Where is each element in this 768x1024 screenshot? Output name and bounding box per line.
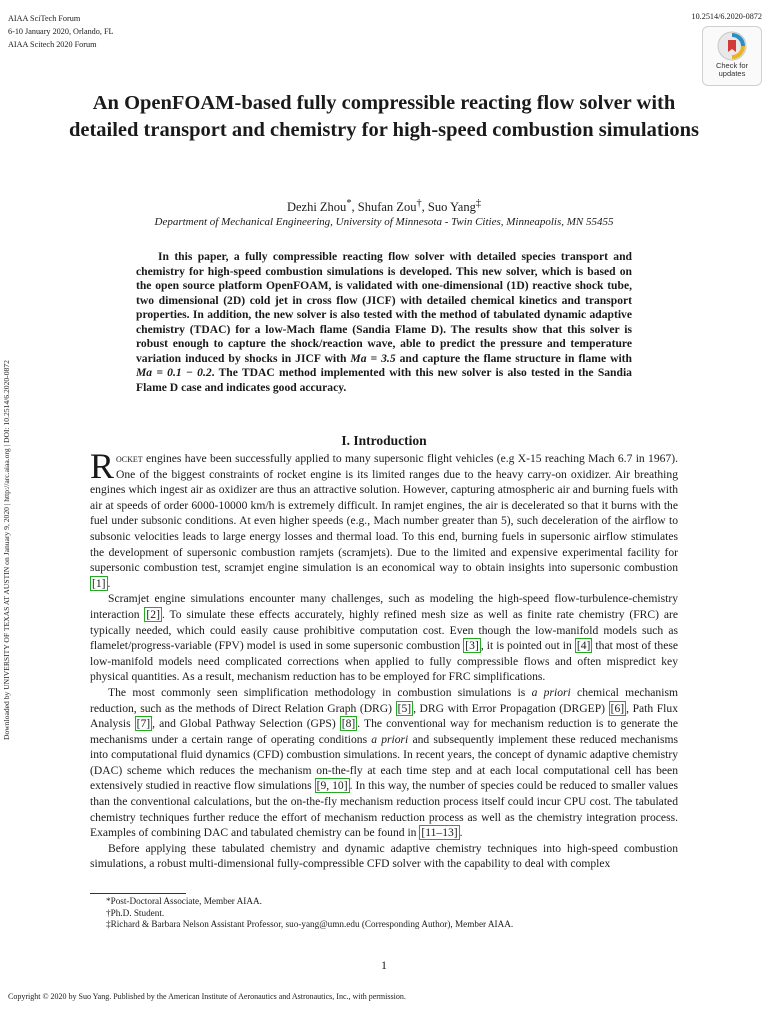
conference-dates: 6-10 January 2020, Orlando, FL bbox=[8, 27, 114, 36]
citation-link[interactable]: [4] bbox=[576, 639, 591, 653]
author-name: Dezhi Zhou bbox=[286, 200, 347, 215]
author-list: Dezhi Zhou*, Shufan Zou†, Suo Yang‡ bbox=[286, 198, 482, 215]
download-side-note: Downloaded by UNIVERSITY OF TEXAS AT AUSTIN on January 9, 2020 | http://arc.aiaa.org | DOI: 10.2514/6.2020-0872 bbox=[2, 360, 11, 740]
citation-link[interactable]: [11–13] bbox=[421, 826, 458, 840]
paragraph: Before applying these tabulated chemistry and dynamic adaptive chemistry techniques into high-speed combustion simulations, a robust multi-dimensional fully-compressible CFD solver with the capability to deal with complex bbox=[90, 841, 678, 871]
copyright-notice: Copyright © 2020 by Suo Yang. Published by the American Institute of Aeronautics and Astronautics, Inc., with permission. bbox=[8, 992, 406, 1001]
abstract: In this paper, a fully compressible reacting flow solver with detailed species transport and chemistry for high-speed combustion simulations is developed. This new solver, which is based on the open source platform OpenFOAM, is validated with one-dimensional (1D) reactive shock tube, two dimensional (2D) cold jet in cross flow (JICF) with detailed chemical kinetics and transport properties. In addition, the new solver is also tested with the method of tabulated dynamic adaptive chemistry (TDAC) for a low-Mach flame (Sandia Flame D). The results show that this solver is robust enough to capture the shock/reaction wave, able to predict the pressure and temperature variation induced by shocks in JICF with Ma = 3.5 and capture the flame structure in flame with Ma = 0.1 − 0.2. The TDAC method implemented with this new solver is also tested in the Sandia Flame D case and indicates good accuracy. bbox=[136, 250, 632, 394]
citation-link[interactable]: [7] bbox=[136, 717, 151, 731]
citation-link[interactable]: [6] bbox=[610, 701, 625, 715]
check-for-updates-icon bbox=[717, 31, 747, 61]
paragraph: The most commonly seen simplification methodology in combustion simulations is a priori chemical mechanism reduction, such as the methods of Direct Relation Graph (DRG) [5] , DRG with Error Propagation (DRGEP) [6] , Path Flux Analysis [7] , and Global Pathway Selection (GPS) [8] . The conventional way for mechanism reduction is to generate the mechanisms under a certain range of operating conditions a priori and subsequently implement these reduced mechanisms into computational fluid dynamics (CFD) combustion simulations. In recent years, the concept of dynamic adaptive chemistry (DAC) scheme which reduces the mechanism on-the-fly at each time step and at each local computational cell has been extensively studied in reactive flow simulations [9, 10] . In this way, the number of species could be reduced to smaller values than the conventional calculations, but the on-the-fly mechanism reduction process itself could incur CPU cost. The tabulated chemistry techniques further reduce the effort of mechanism reduction process as well as the chemistry integration process. Examples of combining DAC and tabulated chemistry can be found in [11–13] . bbox=[90, 685, 678, 840]
conference-header bbox=[8, 12, 114, 51]
paragraph: Rocket engines have been successfully applied to many supersonic flight vehicles (e.g X-15 reaching Mach 6.7 in 1967). One of the biggest constraints of rocket engine is its limited ranges due to the heavy carry-on oxidizer. Air breathing engines which ingest air as oxidizer are thus an attractive solution. However, capturing atmospheric air and burning fuels with air at speeds of order 6000-10000 km/h is extremely difficult. In ramjet engines, the air is decelerated so that it burns with the fuel under subsonic conditions. At even higher speeds (e.g., Mach number greater than 5), such deceleration of the airflow to subsonic velocities leads to large energy losses and thermal load. To this end, burning fuels in supersonic airflow stimulates the development of supersonic combustion ramjets (scramjets). Due to the limited and expensive experimental facility for supersonic combustion test, scramjet engine simulation is an economical way to obtain insights into supersonic combustion [1] . bbox=[90, 446, 678, 590]
paragraph: Scramjet engine simulations encounter many challenges, such as modeling the high-speed flow-turbulence-chemistry interaction [2] . To simulate these effects accurately, highly refined mesh size as well as finite rate chemistry (FRC) are typically needed, which could easily cause prohibitive computation cost. Even though the low-manifold models such as flamelet/progress-variable (FPV) model is used in some supersonic combustion [3] , it is pointed out in [4] that most of these low-manifold models need complicated corrections when applied to fully compressible flows and often mispredict key physical quantities. As a result, mechanism reduction has to be employed for FRC simplifications. bbox=[90, 592, 678, 684]
citation-link[interactable]: [8] bbox=[341, 717, 356, 731]
badge-label: Check for updates bbox=[715, 61, 749, 78]
citation-link[interactable]: [2] bbox=[146, 607, 160, 621]
conference-forum: AIAA Scitech 2020 Forum bbox=[8, 40, 97, 49]
citation-link[interactable]: [3] bbox=[465, 639, 479, 653]
citation-link[interactable]: [1] bbox=[92, 576, 106, 590]
drop-cap: R bbox=[90, 446, 115, 486]
citation-link[interactable]: [5] bbox=[397, 701, 412, 715]
footnote: ‡Richard & Barbara Nelson Assistant Professor, suo-yang@umn.edu (Corresponding Author), Member AIAA. bbox=[106, 919, 514, 930]
doi-header: 10.2514/6.2020-0872 bbox=[691, 12, 762, 21]
author-name: Suo Yang bbox=[427, 200, 476, 215]
body-text bbox=[90, 446, 678, 872]
citation-link[interactable]: [9, 10] bbox=[316, 779, 348, 793]
affiliation: Department of Mechanical Engineering, University of Minnesota - Twin Cities, Minneapolis, MN 55455 bbox=[154, 216, 614, 228]
footnote: *Post-Doctoral Associate, Member AIAA. bbox=[106, 896, 262, 906]
math-inline: Ma = 0.1 − 0.2 bbox=[136, 366, 212, 379]
conference-name: AIAA SciTech Forum bbox=[8, 14, 81, 23]
author-name: Shufan Zou bbox=[357, 200, 417, 215]
math-inline: Ma = 3.5 bbox=[350, 351, 396, 365]
footnote: †Ph.D. Student. bbox=[106, 907, 165, 918]
footnotes bbox=[90, 896, 678, 931]
section-heading: I. Introduction bbox=[341, 433, 427, 448]
page-number: 1 bbox=[381, 958, 387, 972]
check-for-updates-badge[interactable] bbox=[702, 26, 762, 86]
footnote-divider bbox=[90, 893, 186, 894]
paper-title: An OpenFOAM-based fully compressible reacting flow solver with detailed transport and chemistry for high-speed combustion simulations bbox=[68, 92, 700, 141]
